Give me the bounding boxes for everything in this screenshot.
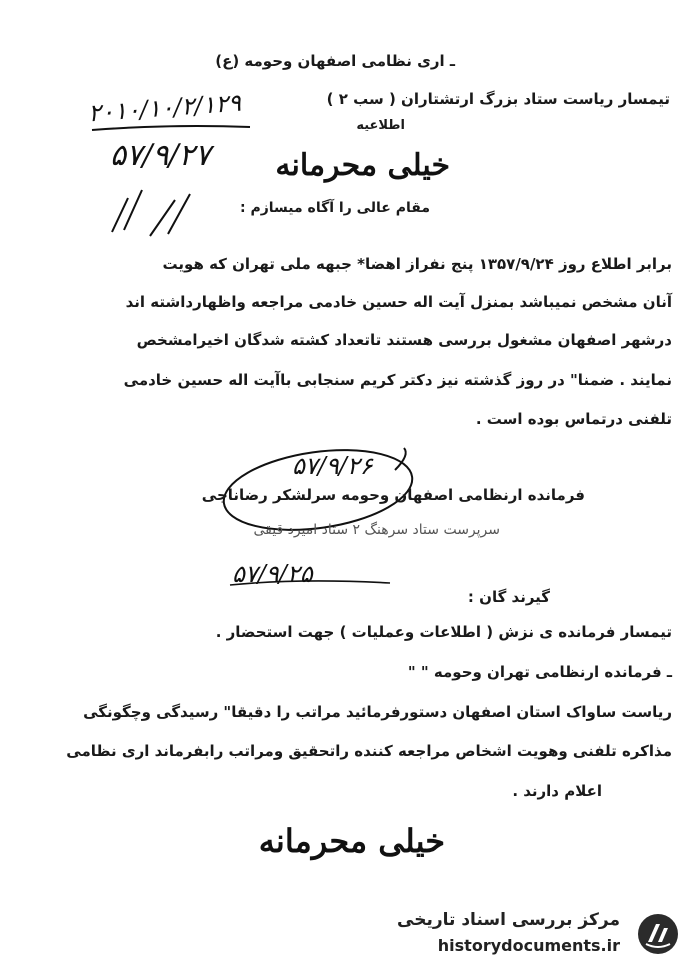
- signature-line-2: سرپرست ستاد سرهنگ ۲ ستاد امیرد قیقی: [253, 522, 500, 538]
- body-line: تلفنی درتماس بوده است .: [475, 410, 672, 428]
- body-line: درشهر اصفهان مشغول بررسی هستند تاتعداد کشته شدگان اخیرامشخص: [136, 331, 672, 349]
- body-line: آنان مشخص نمیباشد بمنزل آیت اله حسین خادمی مراجعه واظهارداشته اند: [125, 293, 672, 311]
- header-line-2: تیمسار ریاست ستاد بزرگ ارتشتاران ( سب ۲ ): [326, 90, 670, 108]
- classification-stamp: خیلی محرمانه: [275, 148, 450, 183]
- handwritten-reference-number: ۲۰۱۰/۱۰/۲/۱۲۹: [87, 88, 242, 128]
- recipients-title: گیرند گان :: [467, 588, 550, 606]
- recipient-item: ـ فرمانده ارنظامی تهران وحومه " ": [407, 663, 672, 681]
- closing-line: اعلام دارند .: [512, 782, 602, 800]
- closing-line: ریاست ساواک استان اصفهان دستورفرمائید مراتب را دقیقا" رسیدگی وچگونگی: [83, 703, 672, 721]
- handwritten-date-bottom: ۵۷/۹/۲۵: [232, 560, 313, 588]
- closing-line: مذاکره تلفنی وهویت اشخاص مراجعه کننده راتحقیق ومراتب رابفرماند اری نظامی: [66, 742, 672, 760]
- classification-stamp-bottom: خیلی محرمانه: [258, 822, 445, 860]
- body-line: نمایند . ضمنا" در روز گذشته نیز دکتر کریم سنجابی باآیت اله حسین خادمی: [123, 371, 672, 389]
- header-line-3: اطلاعیه: [356, 118, 405, 133]
- signature-line-1: فرمانده ارنظامی اصفهان وحومه سرلشکر رضاناجی: [201, 486, 585, 504]
- handwritten-date-middle: ۵۷/۹/۲۶: [292, 452, 373, 480]
- footer-org-name: مرکز بررسی اسناد تاریخی: [397, 910, 620, 930]
- recipient-item: تیمسار فرمانده ی نزش ( اطلاعات وعملیات ) جهت استحضار .: [215, 623, 672, 641]
- salutation: مقام عالی را آگاه میسازم :: [240, 200, 430, 216]
- body-line: برابر اطلاع روز ۱۳۵۷/۹/۲۴ پنج نفراز اهضا* جبهه ملی تهران که هویت: [162, 255, 672, 273]
- footer-website: historydocuments.ir: [437, 936, 620, 955]
- handwritten-date-top: ۵۷/۹/۲۷: [110, 138, 211, 173]
- header-line-1: ـ اری نظامی اصفهان وحومه (ع): [215, 52, 455, 70]
- archive-logo-icon: [636, 912, 680, 956]
